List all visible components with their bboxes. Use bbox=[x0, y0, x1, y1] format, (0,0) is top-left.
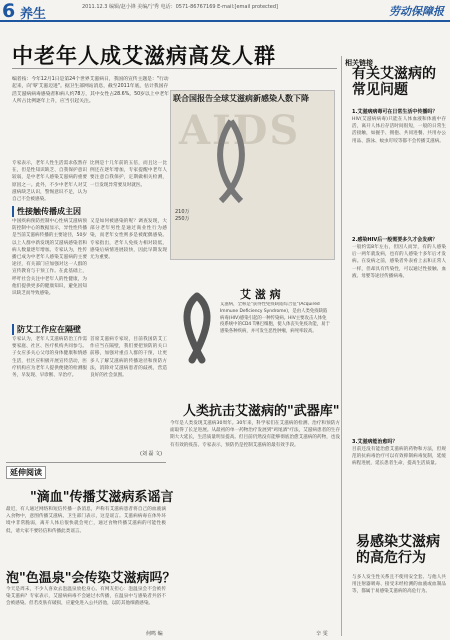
ribbon-text: 艾滋病，全称是"获得性免疫缺陷综合征"(Acquired Immune Deficiency Syndrome)，是由人类免疫缺陷病毒(HIV)感染引起的一种传染病。HIV主要攻击人体免疫系统中的CD4 T淋巴细胞，使人体丧失免疫功能，易于感染各种疾病，并可发生恶性肿瘤，病死率较高。 bbox=[220, 302, 330, 335]
page-header bbox=[0, 0, 450, 22]
sidebar-a4: 与多人发生性关系且不使用安全套、与他人共用注射器吸毒、接受未经检测的血液或血制品等，都属于易感染艾滋病的高危行为。 bbox=[352, 575, 446, 595]
col2-para-b: 又是如何被感染的呢？调查发现，大部分老年男性是通过商业性行为感染，而老年女性则多是被配偶感染。专家指出，老年人免疫力相对较低，感染后病情进展较快，因此早期发现尤为重要。 bbox=[90, 219, 167, 261]
story4-body: 今天是周末，不少人喜欢去泡温泉放松身心。有网友担心：泡温泉会不会被传染艾滋病？专家表示，艾滋病病毒不会通过水传播，在温泉中与感染者共浴不会被感染。但若皮肤有破损，应避免进入公共浴池，以防其他细菌感染。 bbox=[6, 587, 166, 607]
sidebar-a3: 目前还没有能治愈艾滋病的药物和方法，但规范的抗病毒治疗可以有效抑制病毒复制，延缓病程进展，延长患者生命，提高生活质量。 bbox=[352, 447, 446, 467]
col2-para-a: 比例是十几年前的五倍，而且这一比例还在逐年增加，专家提醒中老年人要注意自我保护，定期做相关检测，一旦发现异常要及时就医。 bbox=[90, 161, 167, 188]
byline-3: 辛 雯 bbox=[316, 631, 328, 637]
sidebar-q3: 3.艾滋病能治愈吗？ bbox=[352, 439, 398, 445]
newspaper-name: 劳动保障报 bbox=[389, 5, 444, 18]
image-stats bbox=[175, 209, 265, 223]
sidebar-a2: 一般约需8年左右，但因人而异，有的人感染后一两年就发病，也有的人感染十多年后才发病。在发病之前，感染者外表看上去和正常人一样，但却具有传染性，可以通过性接触、血液、母婴等途径传播病毒。 bbox=[352, 245, 446, 279]
aids-letters: AIDS bbox=[179, 107, 301, 154]
sidebar-a1: HIV(艾滋病病毒)只能在人体血液和体液中存活，离开人体后存活时间很短，一般的日常生活接触，如握手、拥抱、共同进餐、共用办公用品、游泳、蚊虫叮咬等都不会传播艾滋病。 bbox=[352, 117, 446, 144]
related-link-tag: 相关链接 bbox=[345, 59, 373, 67]
red-ribbon-icon bbox=[172, 288, 222, 368]
story2-body: 今年是人类发现艾滋病30周年。30年来，科学家们在艾滋病的检测、治疗和预防方面取得了长足进展。从最初的单一药物治疗发展到"鸡尾酒"疗法，艾滋病患者的生存期大大延长，生活质量明显提高。但目前仍然没有能够彻底治愈艾滋病的药物，也没有有效的疫苗。专家表示，预防仍是控制艾滋病的最有效手段。 bbox=[170, 421, 340, 448]
col1-para-b: 中国疾病预防控制中心性病艾滋病预防控制中心的数据显示，异性性传播是当前艾滋病传播的主要途径，50岁以上人群中新发现的艾滋病感染者和病人数量逐年增加。专家认为，性传播已成为中老年人感染艾滋病的主要途径，有关部门应加强对这一人群的宣传教育与干预工作。在此基础上，呼吁社会关注中老年人的性健康，为他们提供更多的健康知识，避免因知识缺乏而导致感染。 bbox=[12, 219, 87, 297]
stat-2: 250万 bbox=[175, 216, 190, 222]
sidebar-title-2: 易感染艾滋病的高危行为 bbox=[356, 534, 440, 566]
sidebar-q2: 2.感染HIV后一般需要多久才会发病？ bbox=[352, 237, 438, 243]
ribbon-graphic bbox=[171, 91, 335, 260]
story3-body: 最近，有人通过网络和短信传播一条消息，声称有艾滋病患者将自己的血液滴入食物中，意图传播艾滋病。卫生部门表示，这是谣言。艾滋病病毒在体外环境中非常脆弱，离开人体后很快就会死亡，通过食物传播艾滋病的可能性极低，请大家不要轻信和传播此类谣言。 bbox=[6, 507, 166, 534]
ribbon-box bbox=[170, 280, 335, 390]
page-number: 6 bbox=[2, 0, 16, 22]
story2-headline: 人类抗击艾滋病的"武器库" bbox=[183, 404, 340, 419]
story4-headline: 泡"色温泉"会传染艾滋病吗？ bbox=[6, 571, 176, 586]
byline-2: 何鸣 编 bbox=[146, 631, 163, 637]
aids-illustration bbox=[170, 90, 335, 260]
divider-2 bbox=[6, 462, 166, 463]
sidebar-q1: 1.艾滋病病毒可在日常生活中传播吗？ bbox=[352, 109, 438, 115]
story3-headline: "滴血"传播艾滋病系谣言 bbox=[30, 490, 174, 505]
divider bbox=[12, 68, 337, 69]
col1-para-c: 专家认为，老年人艾滋病防治工作需要家庭、社区、医疗机构共同参与。子女应多关心父母的身体健康和情感生活，社区应积极开展宣传活动，医疗机构应为老年人提供便捷的检测服务，早发现、早诊断、早治疗。 bbox=[12, 337, 87, 379]
image-banner: 联合国报告全球艾滋病新感染人数下降 bbox=[173, 94, 309, 103]
subhead-prevention: 防艾工作应在隔壁 bbox=[12, 324, 81, 335]
column-divider bbox=[341, 56, 342, 636]
lead-paragraph: 编者按：今年12月1日是第24个世界艾滋病日，我国的宣传主题是："行动起来，向'零'艾滋迈进"。据卫生部网站消息，截至2011年底，估计我国存活艾滋病病毒感染者和病人约78万，其中女性占28.6%。50岁以上中老年人所占比例逐年上升，应当引起关注。 bbox=[12, 77, 169, 105]
sidebar-title: 有关艾滋病的常见问题 bbox=[352, 66, 436, 98]
main-headline: 中老年人成艾滋病高发人群 bbox=[12, 44, 276, 68]
col1-para-a: 专家表示，老年人性生活需求依然存在，但是性知识缺乏、自我保护意识较弱，是中老年人感染艾滋病的重要原因之一。此外，不少中老年人对艾滋病缺乏认识，警惕意识不足，认为自己不会被感染。 bbox=[12, 161, 87, 202]
header-meta: 2011.12.3 编辑/赵小锋 美编/宁秀 电话：0571-86767169 E-mail:[email protected] bbox=[82, 4, 278, 10]
col2-para-c: 首席艾滋病专家说，目前我国防艾工作应当在隔壁，我们要把预防的关口前移，加强对重点人群的干预，让更多人了解艾滋病的传播途径和预防方法，消除对艾滋病患者的歧视，营造良好的社会氛围。 bbox=[90, 337, 167, 379]
byline-1: (刘 磊 文) bbox=[140, 451, 163, 457]
stat-1: 210万 bbox=[175, 209, 190, 215]
extended-reading-tag: 延伸阅读 bbox=[6, 466, 46, 479]
ribbon-title: 艾 滋 病 bbox=[240, 288, 281, 301]
subhead-transmission: 性接触传播成主因 bbox=[12, 206, 81, 217]
section-title: 养生 bbox=[20, 7, 47, 22]
